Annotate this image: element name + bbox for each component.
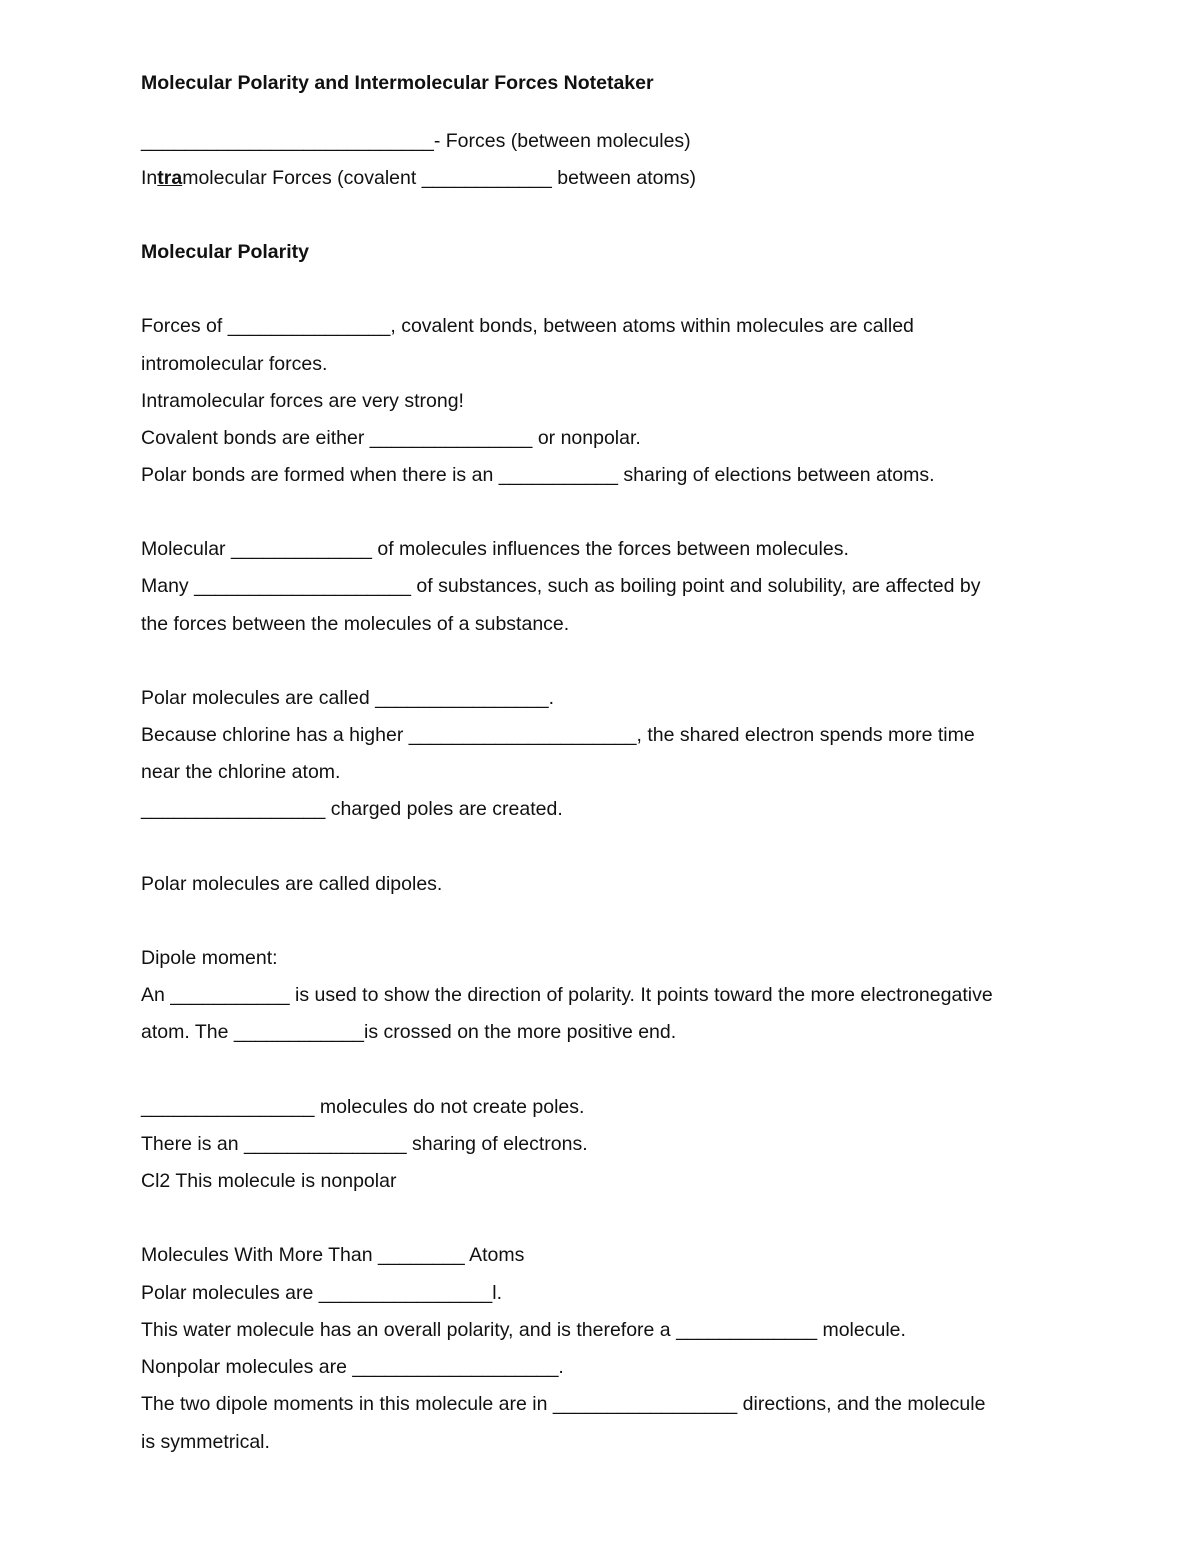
intra-prefix: In: [141, 167, 158, 189]
intermolecular-forces-line: ___________________________- Forces (between molecules): [141, 130, 691, 152]
paragraph-line: Polar molecules are ________________l.: [141, 1282, 503, 1304]
paragraph-line: ________________ molecules do not create poles.: [141, 1096, 585, 1118]
paragraph-line: atom. The ____________is crossed on the more positive end.: [141, 1021, 677, 1043]
paragraph-line: Dipole moment:: [141, 947, 278, 969]
paragraph-line: Polar bonds are formed when there is an ___________ sharing of elections between atoms.: [141, 464, 935, 486]
section-heading-molecular-polarity: Molecular Polarity: [141, 241, 309, 263]
paragraph-line: Forces of _______________, covalent bonds, between atoms within molecules are called: [141, 315, 914, 337]
paragraph-line: intromolecular forces.: [141, 353, 328, 375]
paragraph-line: An ___________ is used to show the direction of polarity. It points toward the more electronegative: [141, 984, 993, 1006]
intra-emphasis: tra: [157, 167, 183, 189]
paragraph-line: Molecular _____________ of molecules influences the forces between molecules.: [141, 538, 849, 560]
paragraph-line: Polar molecules are called ________________.: [141, 687, 555, 709]
intra-suffix: molecular Forces (covalent ____________ between atoms): [182, 167, 697, 189]
paragraph-line: Because chlorine has a higher _____________________, the shared electron spends more time: [141, 724, 975, 746]
intramolecular-forces-line: [141, 166, 696, 190]
paragraph-line: the forces between the molecules of a substance.: [141, 613, 570, 635]
paragraph-line: is symmetrical.: [141, 1431, 270, 1453]
paragraph-line: near the chlorine atom.: [141, 761, 341, 783]
document-title: Molecular Polarity and Intermolecular Forces Notetaker: [141, 72, 654, 94]
paragraph-line: Covalent bonds are either _______________ or nonpolar.: [141, 427, 641, 449]
paragraph-line: Nonpolar molecules are ___________________.: [141, 1356, 564, 1378]
paragraph-line: Polar molecules are called dipoles.: [141, 873, 443, 895]
paragraph-line: There is an _______________ sharing of electrons.: [141, 1133, 588, 1155]
paragraph-line: _________________ charged poles are created.: [141, 798, 563, 820]
paragraph-line: Cl2 This molecule is nonpolar: [141, 1170, 397, 1192]
paragraph-line: Intramolecular forces are very strong!: [141, 390, 464, 412]
paragraph-line: Molecules With More Than ________ Atoms: [141, 1244, 525, 1266]
paragraph-line: The two dipole moments in this molecule are in _________________ directions, and the molecule: [141, 1393, 986, 1415]
paragraph-line: This water molecule has an overall polarity, and is therefore a _____________ molecule.: [141, 1319, 906, 1341]
paragraph-line: Many ____________________ of substances, such as boiling point and solubility, are affected by: [141, 575, 981, 597]
